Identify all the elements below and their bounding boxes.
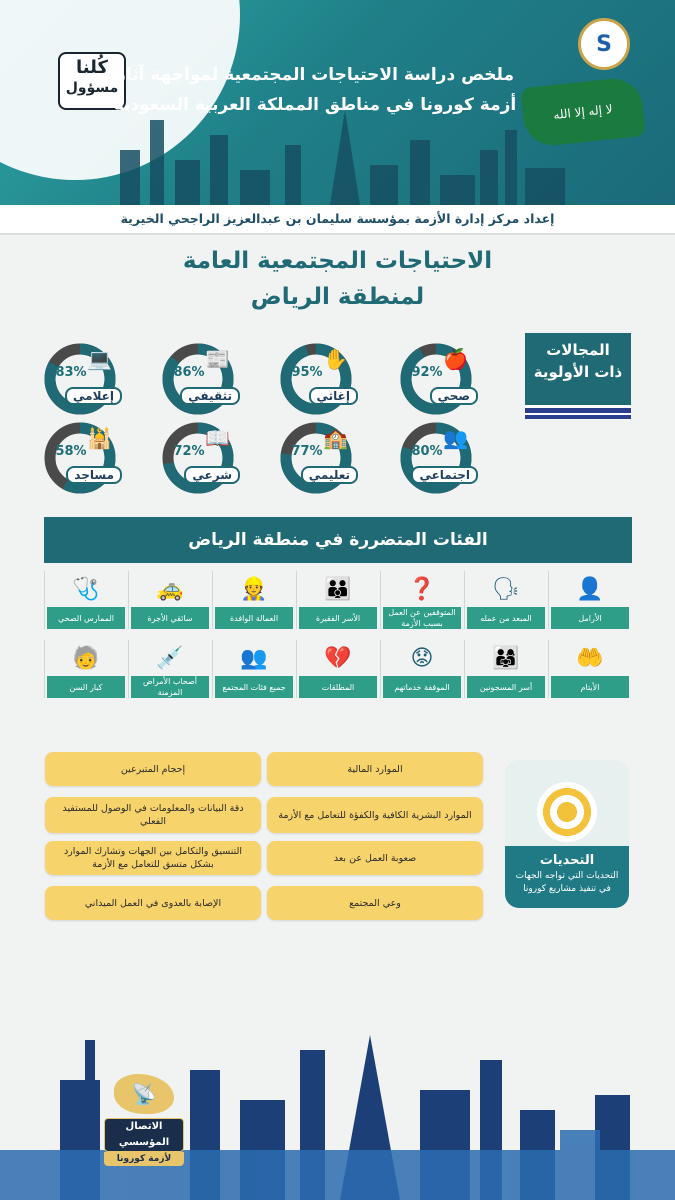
affected-group-card: [548, 571, 631, 629]
donut-label: مساجد: [66, 466, 122, 484]
affected-group-label: الأسر الفقيرة: [299, 607, 377, 629]
riyadh-skyline-bottom: [0, 1010, 675, 1200]
affected-group-card: [380, 571, 463, 629]
challenge-right-1: الموارد المالية: [267, 752, 483, 786]
affected-group-card: [464, 571, 547, 629]
affected-group-label: الأرامل: [551, 607, 629, 629]
donut-label: تثقيفي: [180, 387, 240, 405]
header-title-line1: ملخص دراسة الاحتياجات المجتمعية لمواجهة آثار: [115, 65, 515, 85]
poor-family-icon: 👪: [324, 577, 352, 602]
priority-label-line1: المجالات: [546, 341, 610, 359]
foundation-logo: [569, 18, 639, 70]
badge-line2: لأزمة كورونا: [104, 1152, 184, 1166]
donut-label: إعلامي: [65, 387, 122, 405]
page-title-line1: الاحتياجات المجتمعية العامة: [182, 248, 493, 274]
challenge-right-4: وعي المجتمع: [267, 886, 483, 920]
donut-percent: 83%: [55, 365, 87, 380]
health-practitioner-icon: 🩺: [72, 577, 100, 602]
saudi-flag: لا إله إلا الله: [520, 76, 646, 148]
affected-group-label: المبعد من عمله: [467, 607, 545, 629]
page-title-line2: لمنطقة الرياض: [250, 284, 425, 310]
donut-percent: 77%: [291, 444, 323, 459]
devices-icon: 💻: [87, 347, 112, 371]
donut-label: إغاثي: [309, 387, 358, 405]
apple-icon: 🍎: [443, 347, 468, 371]
challenge-left-1: إحجام المتبرعين: [45, 752, 261, 786]
target-icon: [537, 782, 597, 842]
affected-group-card: [44, 571, 127, 629]
challenge-left-3: التنسيق والتكامل بين الجهات وتشارك الموارد بشكل متسق للتعامل مع الأزمة: [45, 841, 261, 875]
orphans-icon: 🤲: [576, 646, 604, 671]
taxi-icon: 🚕: [156, 577, 184, 602]
affected-group-label: جميع فئات المجتمع: [215, 676, 293, 698]
widow-icon: 👤: [576, 577, 604, 602]
affected-group-label: أسر المسجونين: [467, 676, 545, 698]
page-title: [0, 243, 675, 315]
challenges-title: التحديات: [539, 853, 595, 868]
divorced-icon: 💔: [324, 646, 352, 671]
priority-label-line2: ذات الأولوية: [533, 363, 623, 381]
newspaper-icon: 📰: [205, 347, 230, 371]
donut-percent: 58%: [55, 444, 87, 459]
affected-group-card: [212, 640, 295, 698]
affected-group-label: الممارس الصحي: [47, 607, 125, 629]
affected-group-label: كبار السن: [47, 676, 125, 698]
donut-percent: 92%: [411, 365, 443, 380]
donut-label: شرعي: [184, 466, 240, 484]
donut-religious: [162, 422, 234, 494]
suspended-services-icon: 😟: [410, 646, 434, 671]
affected-group-card: [548, 640, 631, 698]
affected-group-label: سائقي الأجرة: [131, 607, 209, 629]
challenges-panel: [505, 846, 629, 908]
priority-stripes: [525, 405, 631, 419]
logo-left-line2: مسؤول: [65, 80, 119, 96]
challenge-left-4: الإصابة بالعدوى في العمل الميداني: [45, 886, 261, 920]
credit-bar: إعداد مركز إدارة الأزمة بمؤسسة سليمان بن عبدالعزيز الراجحي الخيرية: [0, 205, 675, 235]
donut-percent: 86%: [173, 365, 205, 380]
donut-percent: 95%: [291, 365, 323, 380]
challenges-box: [505, 760, 629, 908]
logo-left-line1: كُلنا: [76, 57, 108, 78]
challenges-subtitle-line1: التحديات التي تواجه الجهات: [515, 871, 619, 881]
header-title-line2: أزمة كورونا في مناطق المملكة العربية السعودية: [113, 95, 517, 115]
donut-percent: 80%: [411, 444, 443, 459]
donut-mosques: [44, 422, 116, 494]
affected-group-label: المتوقفين عن العمل بسبب الأزمة: [383, 607, 461, 629]
foundation-emblem-icon: S: [578, 18, 630, 70]
affected-group-label: المطلقات: [299, 676, 377, 698]
badge-line1: الاتصال المؤسسي: [104, 1118, 184, 1152]
affected-group-label: الموقفة خدماتهم: [383, 676, 461, 698]
donut-media: [44, 343, 116, 415]
quran-icon: 📖: [205, 426, 230, 450]
community-icon: 👥: [240, 646, 268, 671]
donut-percent: 72%: [173, 444, 205, 459]
affected-group-card: [296, 571, 379, 629]
classroom-icon: 🏫: [323, 426, 348, 450]
affected-group-card: [296, 640, 379, 698]
donut-label: تعليمي: [301, 466, 358, 484]
expat-workers-icon: 👷: [240, 577, 268, 602]
corporate-communication-badge: [104, 1074, 184, 1166]
donut-education: [280, 422, 352, 494]
affected-group-card: [464, 640, 547, 698]
affected-group-card: [212, 571, 295, 629]
people-group-icon: 👥: [443, 426, 468, 450]
thinking-person-icon: ❓: [408, 577, 436, 602]
mosque-icon: 🕌: [87, 426, 112, 450]
donut-awareness: [162, 343, 234, 415]
elderly-icon: 🧓: [72, 646, 100, 671]
chronic-disease-icon: 💉: [156, 646, 184, 671]
challenge-right-2: الموارد البشرية الكافية والكفؤة للتعامل مع الأزمة: [267, 797, 483, 833]
affected-group-label: أصحاب الأمراض المزمنة: [131, 676, 209, 698]
affected-group-card: [44, 640, 127, 698]
donut-health: [400, 343, 472, 415]
donut-label: صحي: [430, 387, 478, 405]
affected-group-label: العمالة الوافدة: [215, 607, 293, 629]
affected-group-card: [380, 640, 463, 698]
dismissed-worker-icon: 🗣: [492, 577, 520, 602]
affected-group-card: [128, 571, 211, 629]
challenges-subtitle-line2: في تنفيذ مشاريع كورونا: [523, 884, 611, 894]
helping-hands-icon: ✋: [323, 347, 348, 371]
affected-group-label: الأيتام: [551, 676, 629, 698]
affected-group-card: [128, 640, 211, 698]
donut-label: اجتماعي: [411, 466, 478, 484]
satellite-dish-icon: 📡: [114, 1074, 174, 1114]
priority-areas-label: [525, 333, 631, 405]
challenge-right-3: صعوبة العمل عن بعد: [267, 841, 483, 875]
prisoners-families-icon: 👨‍👩‍👧: [492, 646, 520, 671]
donut-relief: [280, 343, 352, 415]
header-banner: [0, 0, 675, 205]
challenge-left-2: دقة البيانات والمعلومات في الوصول للمستفيد الفعلي: [45, 797, 261, 833]
affected-groups-title: الفئات المتضررة في منطقة الرياض: [44, 517, 632, 563]
header-title: [105, 60, 525, 120]
donut-social: [400, 422, 472, 494]
